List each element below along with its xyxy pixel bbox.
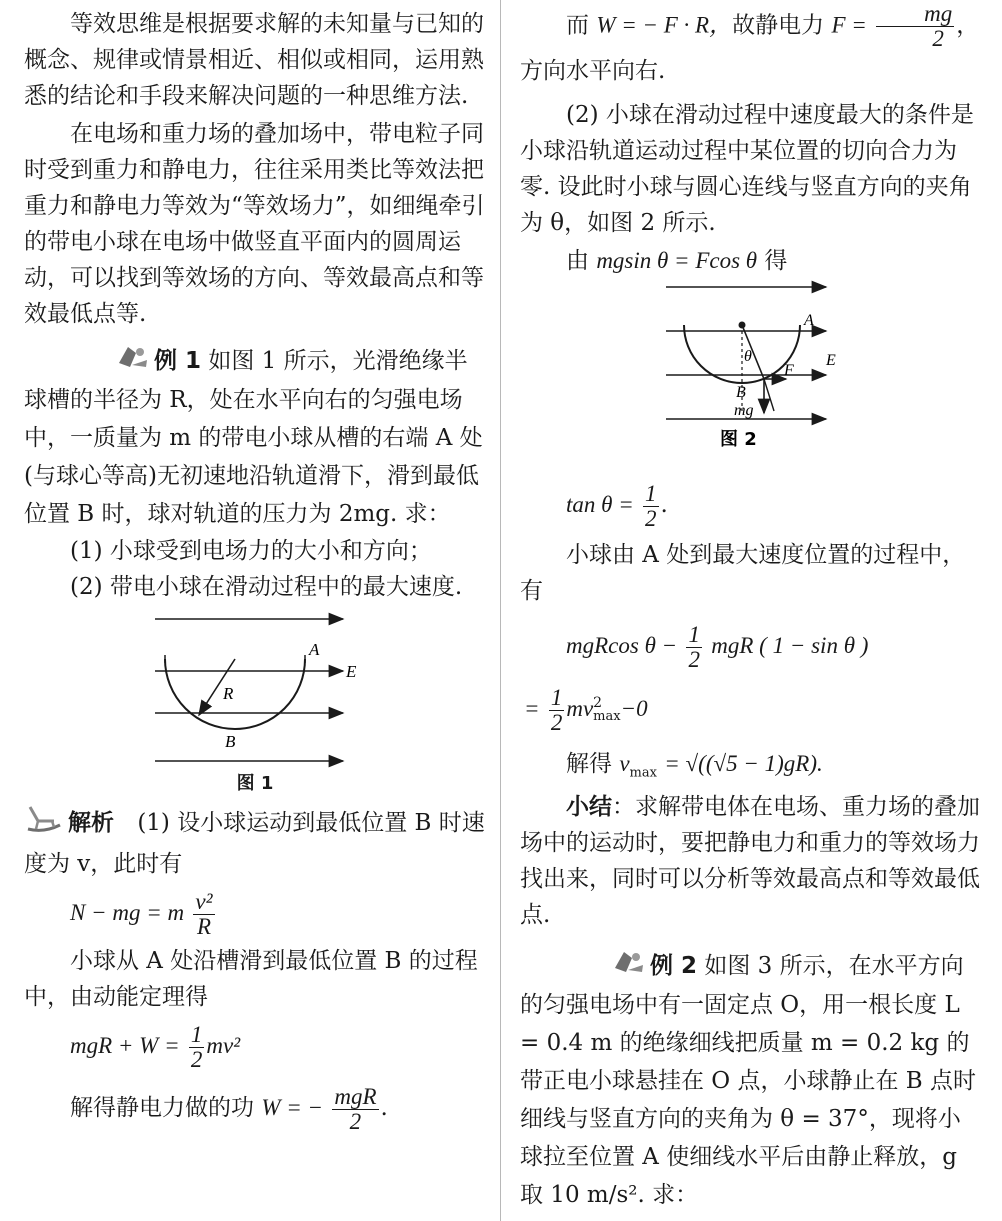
analysis-label: 解析 bbox=[68, 810, 114, 836]
figure-1-caption: 图 1 bbox=[236, 773, 274, 794]
right-column bbox=[520, 0, 982, 1214]
example-badge-icon bbox=[70, 343, 150, 381]
example-1-paragraph bbox=[24, 342, 486, 533]
process-paragraph: 小球由 A 处到最大速度位置的过程中，有 bbox=[520, 542, 966, 604]
fig2-label-a: A bbox=[804, 312, 814, 329]
fig2-label-theta: θ bbox=[744, 348, 752, 365]
example-2-paragraph bbox=[520, 947, 982, 1214]
question-2: (2) 带电小球在滑动过程中的最大速度. bbox=[70, 574, 463, 600]
fig1-label-a: A bbox=[309, 640, 320, 659]
energy-paragraph: 小球从 A 处沿槽滑到最低位置 B 的过程中，由动能定理得 bbox=[24, 948, 478, 1010]
analysis-text: (1) 设小球运动到最低位置 B 时速度为 v，此时有 bbox=[24, 810, 485, 877]
equation-newton: N − mg = m $\frac{\text{v²}}{R}$ bbox=[70, 888, 213, 939]
fig1-label-e: E bbox=[346, 662, 357, 681]
example-2-text: 如图 3 所示，在水平方向的匀强电场中有一固定点 O，用一根长度 L = 0.4 m 的绝缘细线把质量 m = 0.2 kg 的带正电小球悬挂在 O 点，小球静止在 B 点时细线与竖直方向的夹角为 θ = 37°，现将小球拉至位置 A 使细线水平后由静止释放，g 取 10 m/s². 求： bbox=[520, 953, 977, 1208]
rocking-chair-icon bbox=[24, 803, 64, 845]
equation-energy-max: mgRcos θ − $\frac{1}{2}$ mgR ( 1 − sin θ ) bbox=[566, 621, 869, 672]
equation-energy: mgR + W = $\frac{1}{2}$ mv² bbox=[70, 1021, 241, 1072]
example-2-label: 例 2 bbox=[650, 953, 698, 979]
from-equation: 由 mgsin θ = Fcos θ 得 bbox=[566, 248, 788, 274]
left-column bbox=[24, 0, 486, 1139]
fig2-label-b: B bbox=[736, 384, 746, 401]
summary-text: ：求解带电体在电场、重力场的叠加场中的运动时，要把静电力和重力的等效场力找出来，同时可以分析等效最高点和等效最低点. bbox=[520, 794, 980, 928]
figure-2 bbox=[660, 279, 960, 469]
fig2-label-f: F bbox=[784, 362, 794, 379]
fig2-label-mg: mg bbox=[734, 402, 754, 419]
equation-energy-max-rhs: = $\frac{1}{2}$ mv 2 max −0 bbox=[524, 684, 648, 735]
example-1-text: 如图 1 所示，光滑绝缘半球槽的半径为 R，处在水平向右的匀强电场中，一质量为 m 的带电小球从槽的右端 A 处(与球心等高)无初速地沿轨道滑下，滑到最低位置 B 时，球对轨道的压力为 2mg. 求： bbox=[24, 348, 483, 527]
question-2-analysis: (2) 小球在滑动过程中速度最大的条件是小球沿轨道运动过程中某位置的切向合力为零. 设此时小球与圆心连线与竖直方向的夹角为 θ，如图 2 所示. bbox=[520, 102, 974, 236]
example-1-label: 例 1 bbox=[154, 348, 202, 374]
fig1-label-r: R bbox=[223, 684, 234, 703]
intro-paragraph-2: 在电场和重力场的叠加场中，带电粒子同时受到重力和静电力，往往采用类比等效法把重力和静电力等效为“等效场力”，如细绳牵引的带电小球在电场中做竖直平面内的圆周运动，可以找到等效场的方向、等效最高点和等效最低点等. bbox=[24, 121, 485, 327]
equation-work: 解得静电力做的功 W = − $\frac{\text{mgR}}{2}$ . bbox=[70, 1083, 388, 1134]
figure-1 bbox=[135, 611, 375, 771]
example-badge-icon bbox=[566, 948, 646, 986]
force-paragraph: 而 W = − F · R，故静电力 F = $\frac{mg}{2}$ ，方向水平向右. bbox=[520, 1, 980, 84]
fig1-label-b: B bbox=[225, 732, 236, 751]
summary-paragraph bbox=[520, 789, 982, 933]
equation-vmax: 解得 $v_{max} = √((√5 - 1)gR)$. bbox=[566, 751, 823, 781]
intro-paragraph-1: 等效思维是根据要求解的未知量与已知的概念、规律或情景相近、相似或相同，运用熟悉的结论和手段来解决问题的一种思维方法. bbox=[24, 11, 484, 109]
column-divider bbox=[500, 0, 501, 1221]
fig2-label-e: E bbox=[826, 352, 836, 369]
question-1: (1) 小球受到电场力的大小和方向； bbox=[70, 538, 432, 564]
equation-tan: tan θ = $\frac{1}{2}$ . bbox=[566, 480, 668, 531]
figure-2-caption: 图 2 bbox=[720, 429, 757, 450]
analysis-paragraph bbox=[24, 803, 486, 883]
summary-label: 小结 bbox=[566, 794, 612, 820]
